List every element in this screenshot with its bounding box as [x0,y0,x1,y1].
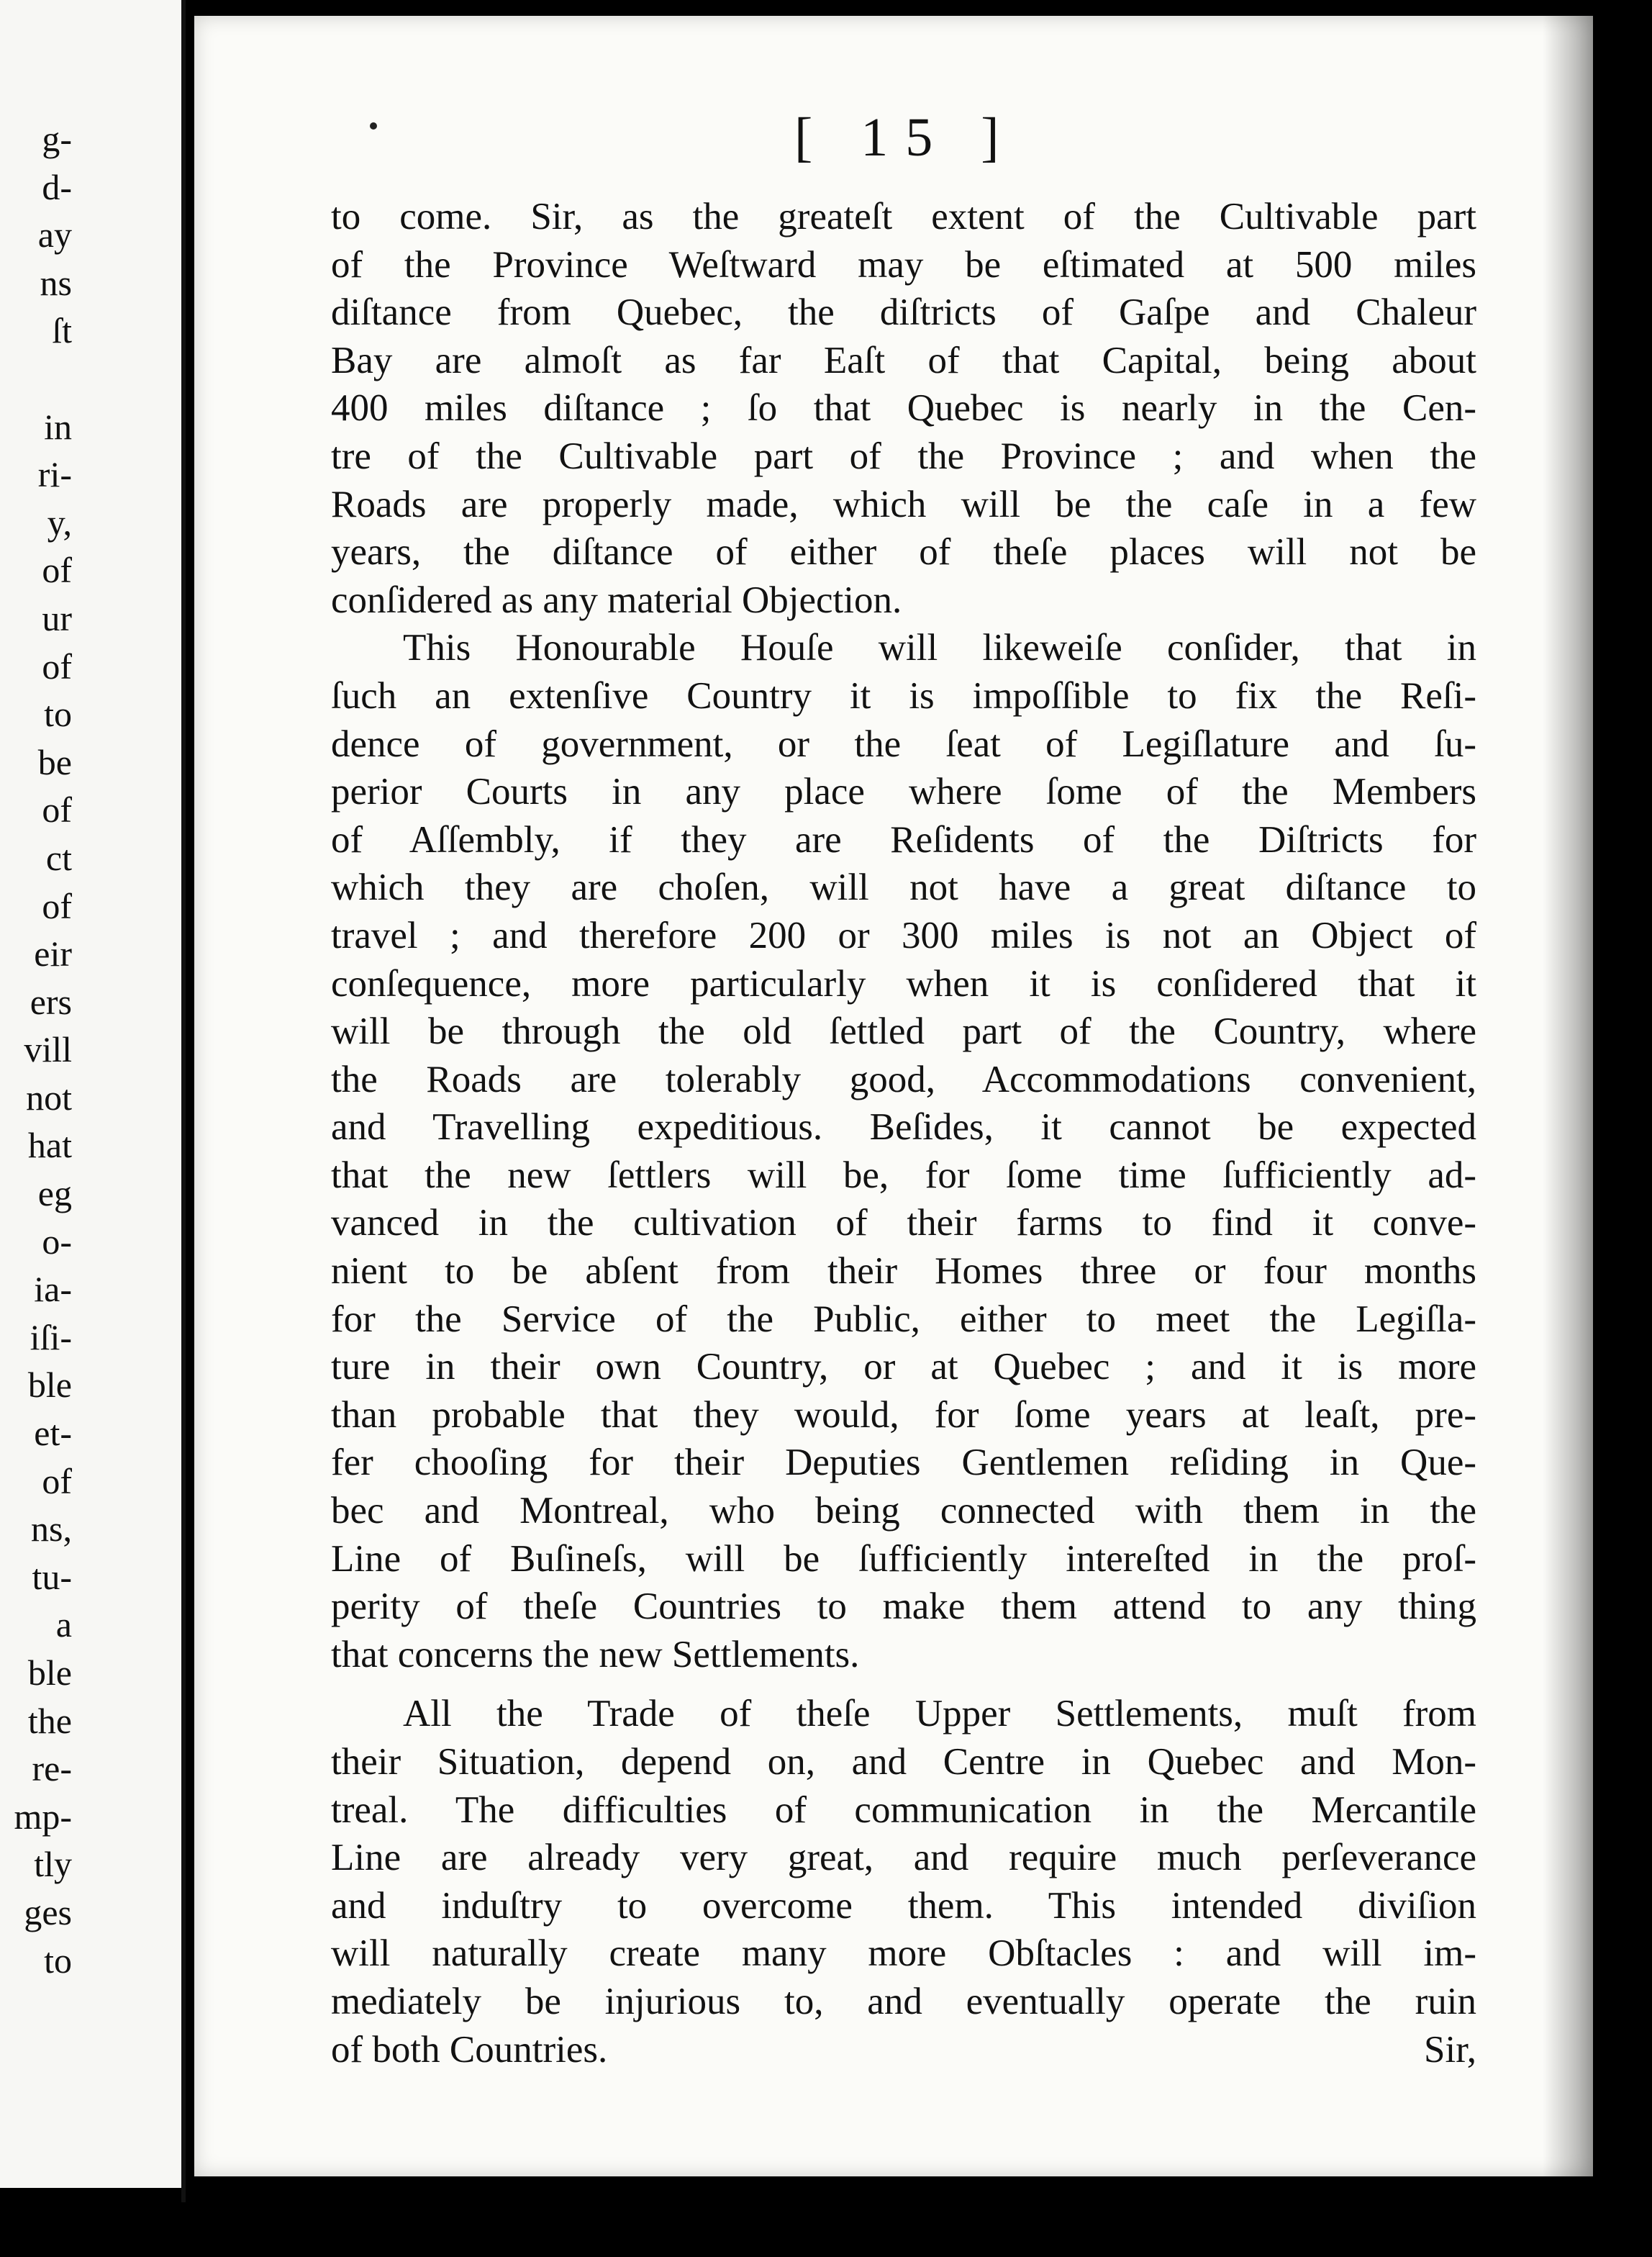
final-line [331,2026,1476,2074]
text-line: will naturally create many more Obſtacles : and will im- [331,1932,1476,1975]
text-line: the Roads are tolerably good, Accommodations convenient, [331,1058,1476,1100]
catchword: Sir, [1424,2028,1476,2071]
text-line: conſequence, more particularly when it is conſidered that it [331,962,1476,1005]
previous-page [0,0,186,2188]
paragraph-start-line: This Honourable Houſe will likeweiſe conſider, that in [403,627,1476,669]
text-line: conſidered as any material Objection. [331,579,902,621]
fragment-line: y, [47,502,72,543]
text-line: nient to be abſent from their Homes three or four months [331,1250,1476,1293]
text-line: and induſtry to overcome them. This intended diviſion [331,1884,1476,1927]
text-line: of the Province Weſtward may be eſtimated at 500 miles [331,243,1476,286]
text-line: Line are already very great, and require much perſeverance [331,1837,1476,1879]
fragment-line: in [44,406,72,447]
fragment-line [0,355,72,403]
fragment-line: of [42,885,72,926]
fragment-line: ges [24,1891,72,1932]
fragment-line: et- [34,1413,72,1454]
text-line: dence of government, or the ſeat of Legiſlature and ſu- [331,723,1476,765]
text-line: that concerns the new Settlements. [331,1633,860,1675]
text-line: Roads are properly made, which will be the caſe in a few [331,483,1476,525]
fragment-line: ers [30,981,72,1022]
fragment-line: vill [24,1029,72,1070]
fragment-line: tu- [32,1556,72,1597]
text-line: Bay are almoſt as far Eaſt of that Capital, being about [331,339,1476,381]
page-number: [ 15 ] [794,107,1017,168]
fragment-line: of [42,1460,72,1501]
text-line: perior Courts in any place where ſome of the Members [331,771,1476,813]
text-line: that the new ſettlers will be, for ſome time ſufficiently ad- [331,1154,1476,1196]
fragment-line: ſt [52,310,72,351]
paragraph-start-line: All the Trade of theſe Upper Settlements, muſt from [403,1693,1476,1735]
text-line: bec and Montreal, who being connected with them in the [331,1490,1476,1532]
fragment-line: iſi- [30,1316,72,1357]
fragment-line: to [44,1940,72,1981]
text-line: of both Countries. [331,2028,608,2071]
fragment-line: ble [27,1652,72,1693]
text-line: vanced in the cultivation of their farms to find it conve- [331,1202,1476,1244]
fragment-line: to [44,694,72,735]
fragment-line: ns, [31,1509,72,1550]
fragment-line: ay [37,214,72,255]
fragment-line: mp- [14,1796,72,1837]
text-line: treal. The difficulties of communication in the Mercantile [331,1788,1476,1831]
fragment-line: ur [42,597,72,638]
fragment-line: eir [34,933,72,974]
text-line: mediately be injurious to, and eventually operate the ruin [331,1980,1476,2022]
text-line: to come. Sir, as the greateſt extent of the Cultivable part [331,196,1476,238]
fragment-line: ns [40,262,72,303]
fragment-line: not [26,1077,72,1118]
page-body-text [331,193,1476,2073]
fragment-line: be [37,741,72,782]
text-line: ture in their own Country, or at Quebec ; and it is more [331,1346,1476,1388]
text-line: 400 miles diſtance ; ſo that Quebec is nearly in the Cen- [331,387,1476,430]
fragment-line: ble [27,1365,72,1406]
text-line: travel ; and therefore 200 or 300 miles is not an Object of [331,914,1476,956]
previous-page-text-fragments [0,115,72,1984]
text-line: and Travelling expeditious. Beſides, it cannot be expected [331,1106,1476,1149]
text-line: years, the diſtance of either of theſe places will not be [331,531,1476,574]
text-line: than probable that they would, for ſome years at leaſt, pre- [331,1393,1476,1436]
fragment-line: ia- [34,1269,72,1310]
fragment-line: eg [37,1173,72,1214]
fragment-line: ct [45,837,72,878]
fragment-line: g- [42,119,72,159]
fragment-line: ri- [37,454,72,495]
text-line: will be through the old ſettled part of the Country, where [331,1010,1476,1053]
fragment-line: the [27,1700,72,1741]
text-line: diſtance from Quebec, the diſtricts of Gaſpe and Chaleur [331,291,1476,334]
text-line: perity of theſe Countries to make them attend to any thing [331,1586,1476,1628]
fragment-line: a [55,1604,72,1645]
text-line: of Aſſembly, if they are Reſidents of the Diſtricts for [331,818,1476,861]
text-line: for the Service of the Public, either to meet the Legiſla- [331,1298,1476,1340]
text-line: which they are choſen, will not have a great diſtance to [331,867,1476,909]
text-line: fer chooſing for their Deputies Gentlemen reſiding in Que- [331,1442,1476,1484]
text-line: Line of Buſineſs, will be ſufficiently intereſted in the proſ- [331,1537,1476,1580]
fragment-line: d- [42,166,72,207]
fragment-line: of [42,646,72,687]
fragment-line: of [42,550,72,591]
fragment-line: o- [42,1221,72,1262]
text-line: ſuch an extenſive Country it is impoſſible to fix the Reſi- [331,674,1476,717]
fragment-line: tly [34,1844,72,1885]
book-gutter-divider [181,0,186,2202]
ink-dot [370,122,377,130]
fragment-line: of [42,790,72,831]
text-line: tre of the Cultivable part of the Province ; and when the [331,435,1476,477]
text-line: their Situation, depend on, and Centre in Quebec and Mon- [331,1741,1476,1783]
fragment-line: hat [27,1125,72,1166]
fragment-line: re- [32,1748,72,1789]
